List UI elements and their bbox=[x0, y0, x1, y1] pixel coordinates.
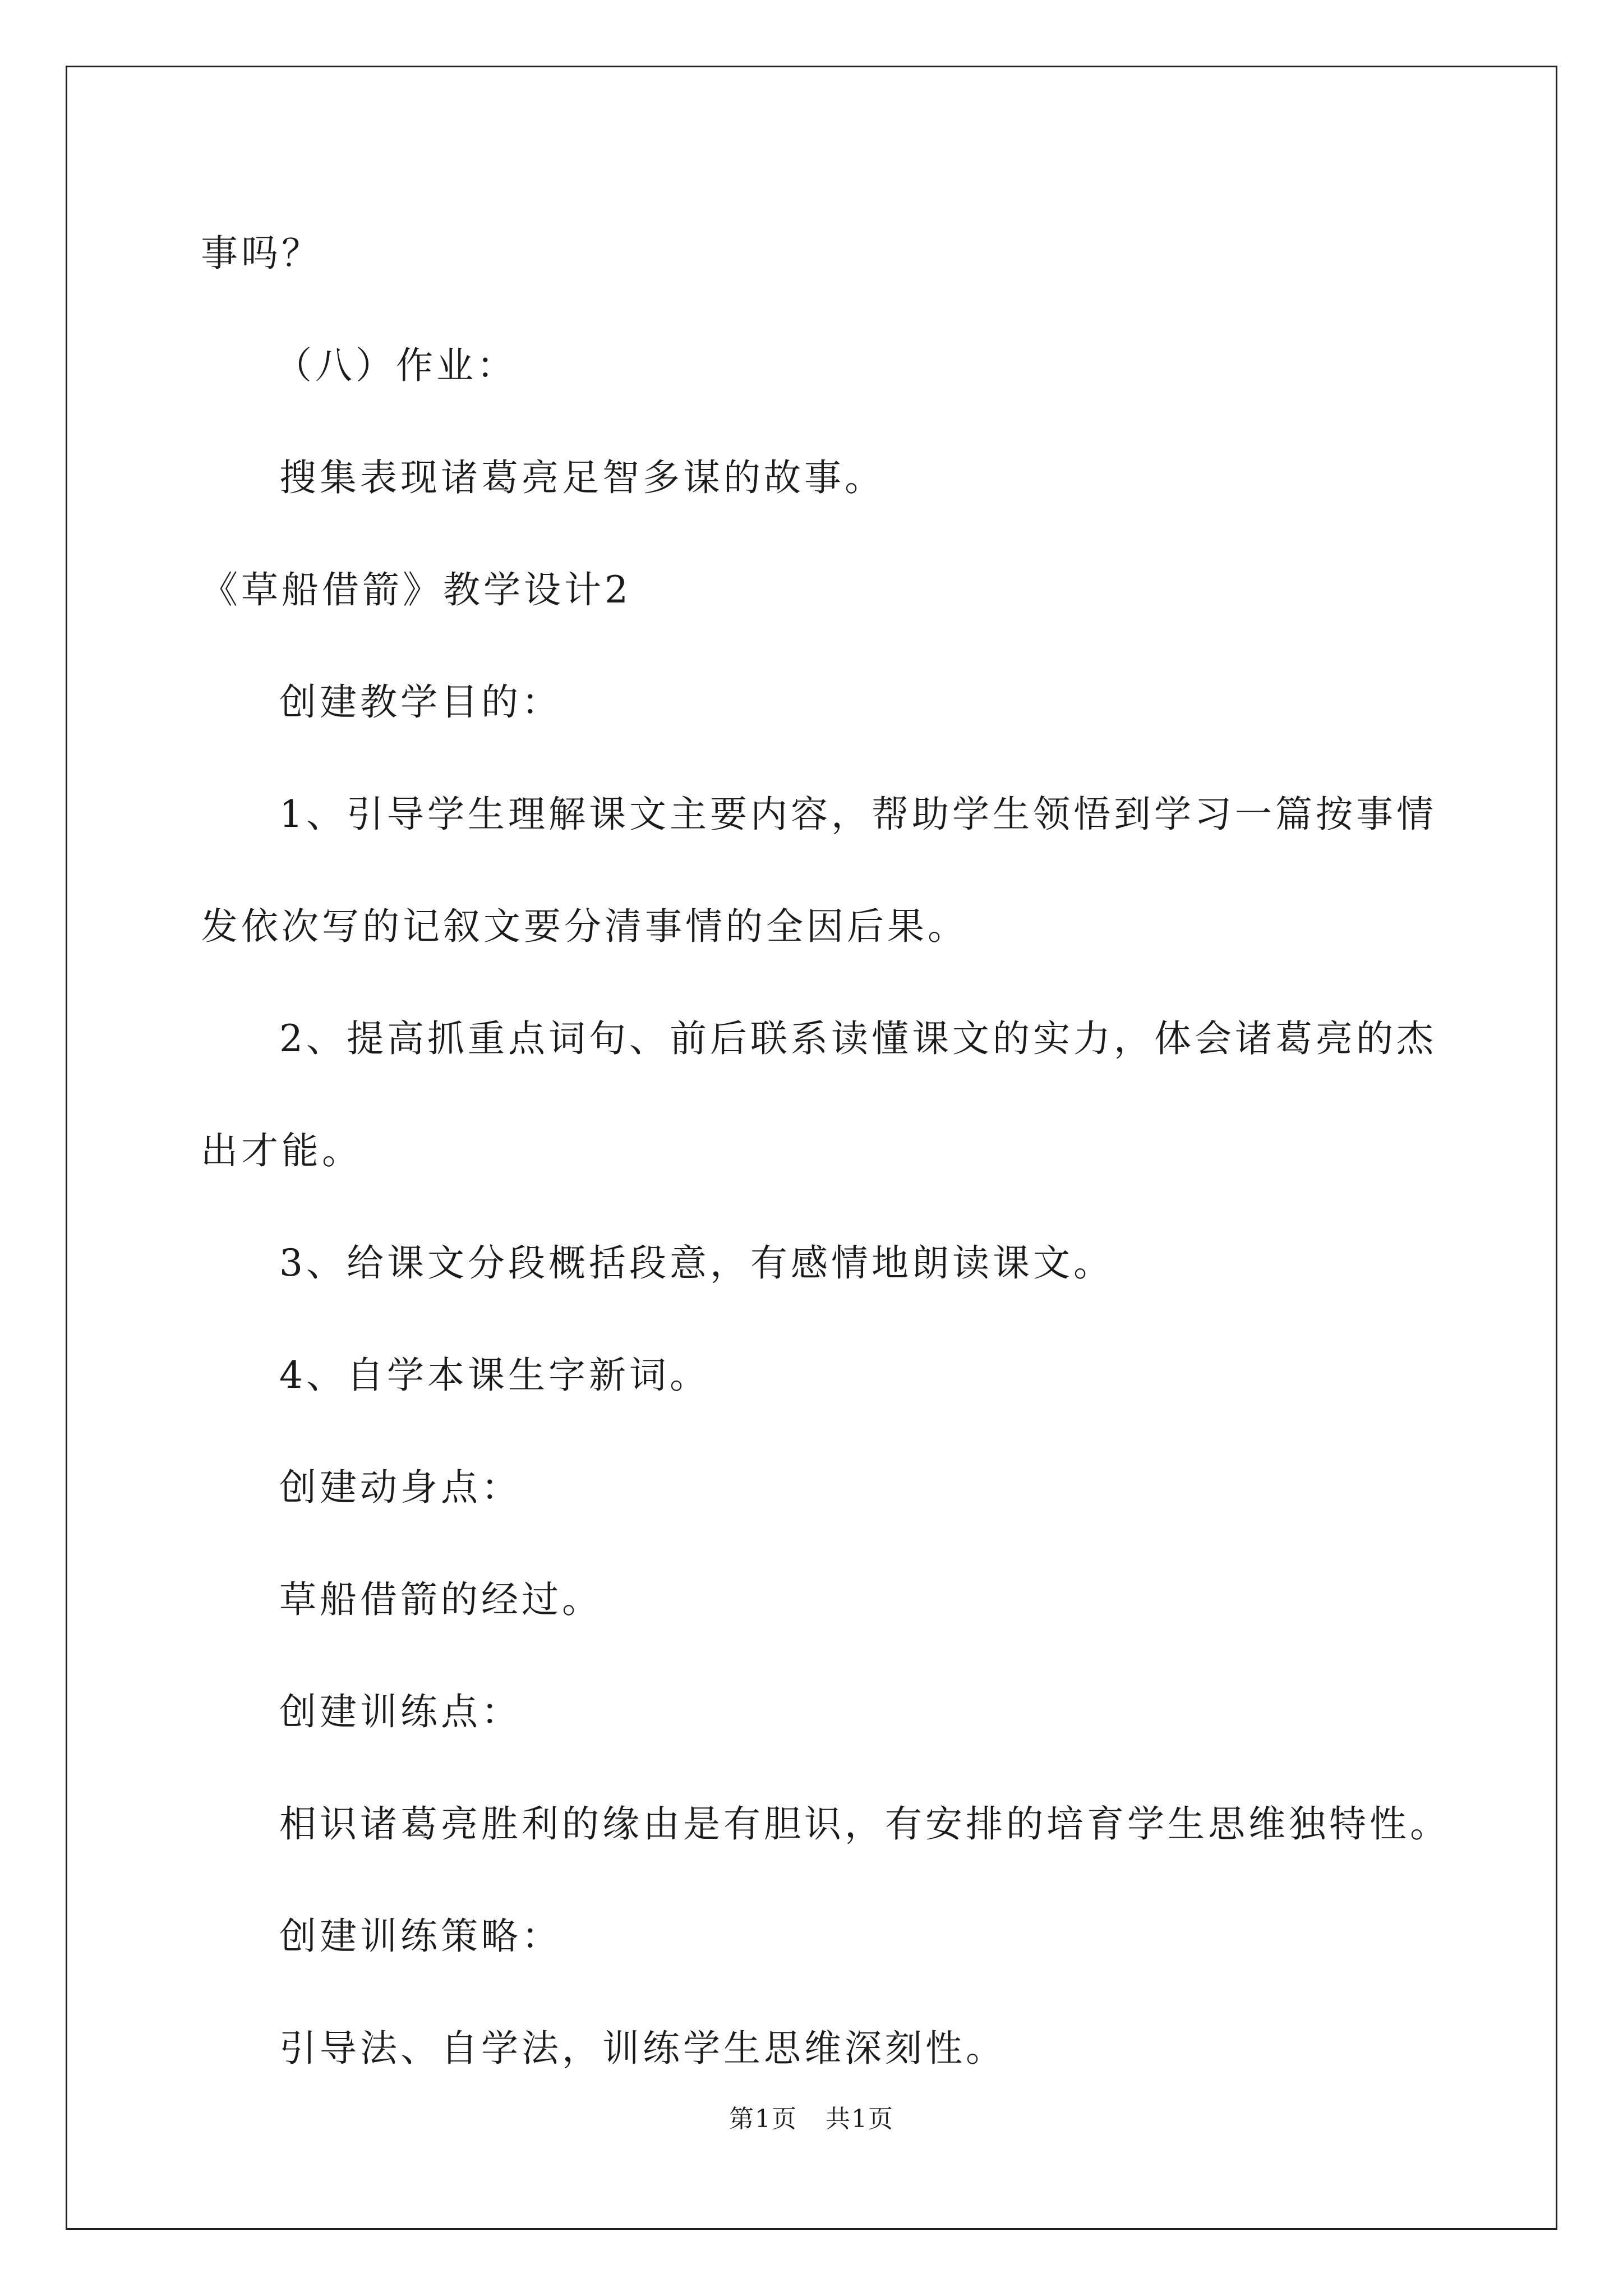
text-line: 出才能。 bbox=[201, 1129, 362, 1172]
text-line: 1、引导学生理解课文主要内容，帮助学生领悟到学习一篇按事情 bbox=[279, 793, 1437, 836]
document-body bbox=[67, 67, 1556, 2228]
text-line: 事吗？ bbox=[201, 232, 322, 275]
page-frame bbox=[66, 66, 1557, 2230]
section-heading: 创建动身点： bbox=[279, 1466, 522, 1509]
section-heading: 创建训练策略： bbox=[279, 1915, 562, 1958]
page-footer bbox=[67, 2104, 1556, 2135]
text-line: 2、提高抓重点词句、前后联系读懂课文的实力，体会诸葛亮的杰 bbox=[279, 1017, 1437, 1060]
section-heading: （八）作业： bbox=[275, 344, 517, 387]
text-line: 4、自学本课生字新词。 bbox=[279, 1354, 710, 1397]
page-total: 共1页 bbox=[826, 2105, 894, 2133]
text-line: 搜集表现诸葛亮足智多谋的故事。 bbox=[279, 456, 885, 499]
text-line: 发依次写的记叙文要分清事情的全因后果。 bbox=[201, 905, 968, 948]
text-line: 草船借箭的经过。 bbox=[279, 1578, 602, 1621]
section-heading: 创建训练点： bbox=[279, 1690, 522, 1733]
text-line: 引导法、自学法，训练学生思维深刻性。 bbox=[279, 2027, 1006, 2070]
text-line: 3、给课文分段概括段意，有感情地朗读课文。 bbox=[279, 1241, 1114, 1285]
text-line: 相识诸葛亮胜利的缘由是有胆识，有安排的培育学生思维独特性。 bbox=[279, 1802, 1450, 1846]
page-number: 第1页 bbox=[729, 2105, 797, 2133]
document-title: 《草船借箭》教学设计2 bbox=[201, 568, 631, 611]
section-heading: 创建教学目的： bbox=[279, 680, 562, 724]
